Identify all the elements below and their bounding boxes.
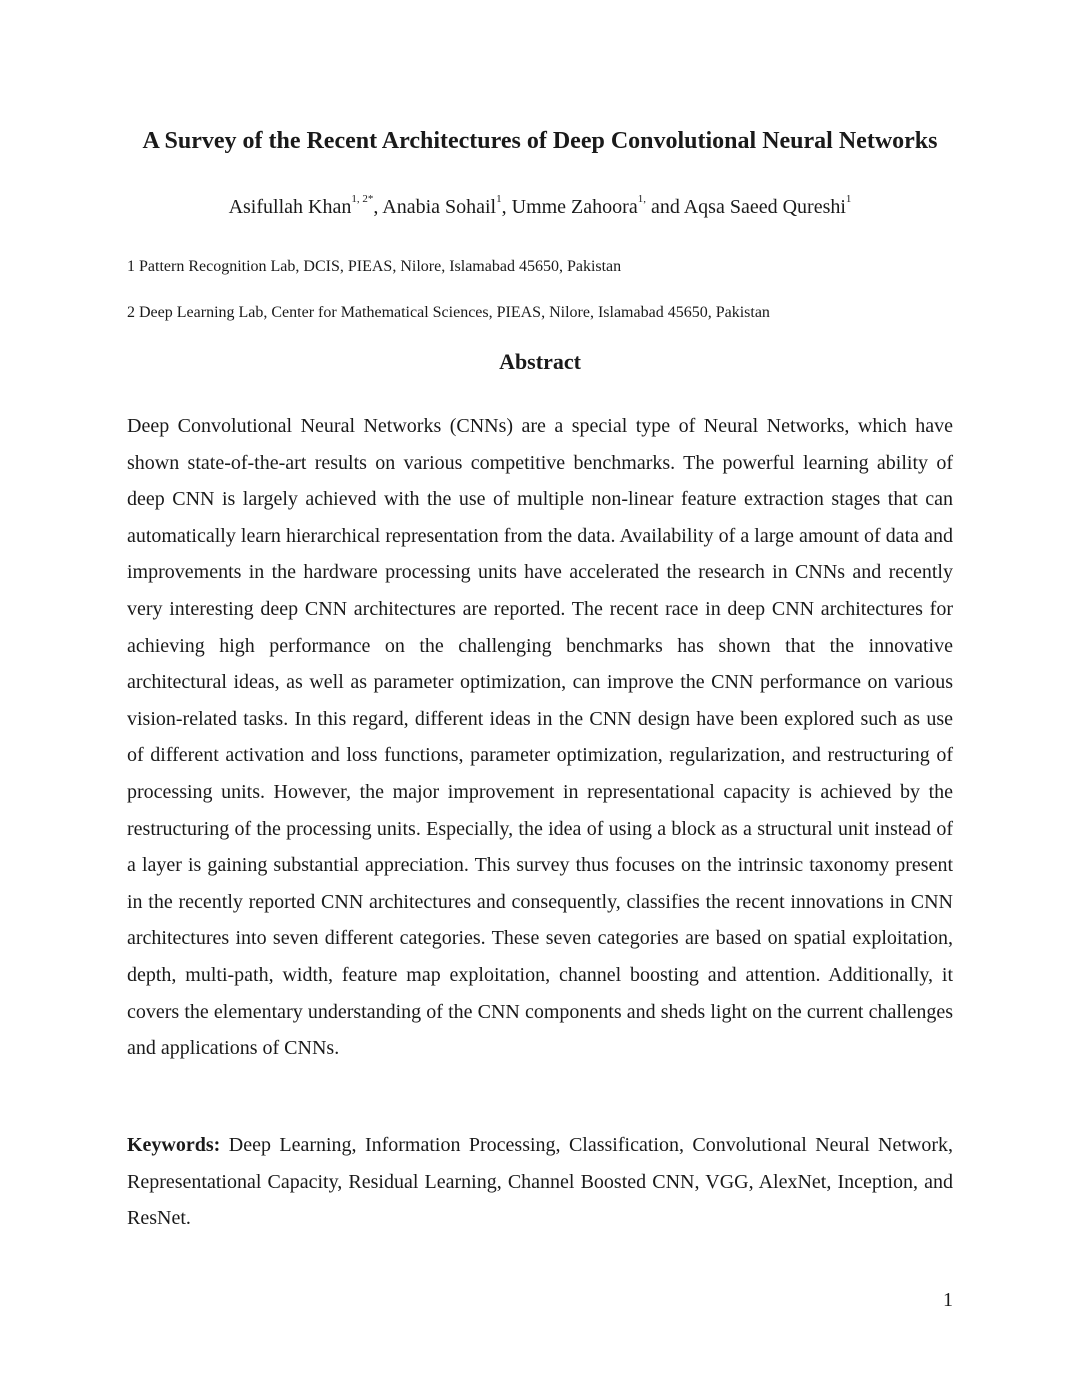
author-list [0, 192, 1080, 222]
author-separator: , [501, 196, 512, 218]
author-name: Anabia Sohail [382, 196, 497, 218]
affiliation-1: 1 Pattern Recognition Lab, DCIS, PIEAS, Nilore, Islamabad 45650, Pakistan [127, 258, 622, 275]
page-number: 1 [943, 1289, 953, 1311]
affiliation-2: 2 Deep Learning Lab, Center for Mathematical Sciences, PIEAS, Nilore, Islamabad 45650, Pakistan [127, 304, 770, 321]
author-separator: and [645, 196, 684, 218]
paper-title: A Survey of the Recent Architectures of Deep Convolutional Neural Networks [142, 128, 938, 154]
abstract-heading: Abstract [499, 349, 581, 374]
author-affiliation-marker: 1, 2* [351, 193, 374, 206]
keywords-paragraph [127, 1127, 953, 1237]
author-name: Aqsa Saeed Qureshi [683, 196, 846, 218]
keywords-text: Deep Learning, Information Processing, Classification, Convolutional Neural Network, Representational Capacity, Residual Learning, Channel Boosted CNN, VGG, AlexNet, Inception, and ResNet. [127, 1134, 954, 1230]
author-name: Asifullah Khan [228, 196, 352, 218]
author-affiliation-marker: 1, [637, 193, 646, 206]
keywords-label: Keywords: [127, 1134, 221, 1156]
author-affiliation-marker: 1 [845, 193, 852, 206]
author-separator: , [373, 196, 383, 218]
abstract-body: Deep Convolutional Neural Networks (CNNs) are a special type of Neural Networks, which have shown state-of-the-art results on various competitive benchmarks. The powerful learning ability of deep CNN is largely achieved with the use of multiple non-linear feature extraction stages that can automatically learn hierarchical representation from the data. Availability of a large amount of data and improvements in the hardware processing units have accelerated the research in CNNs and recently very interesting deep CNN architectures are reported. The recent race in deep CNN architectures for achieving high performance on the challenging benchmarks has shown that the innovative architectural ideas, as well as parameter optimization, can improve the CNN performance on various vision-related tasks. In this regard, different ideas in the CNN design have been explored such as use of different activation and loss functions, parameter optimization, regularization, and restructuring of processing units. However, the major improvement in representational capacity is achieved by the restructuring of the processing units. Especially, the idea of using a block as a structural unit instead of a layer is gaining substantial appreciation. This survey thus focuses on the intrinsic taxonomy present in the recently reported CNN architectures and consequently, classifies the recent innovations in CNN architectures into seven different categories. These seven categories are based on spatial exploitation, depth, multi-path, width, feature map exploitation, channel boosting and attention. Additionally, it covers the elementary understanding of the CNN components and sheds light on the current challenges and applications of CNNs. [127, 415, 953, 1060]
author-name: Umme Zahoora [511, 196, 638, 218]
author-affiliation-marker: 1 [496, 193, 502, 206]
